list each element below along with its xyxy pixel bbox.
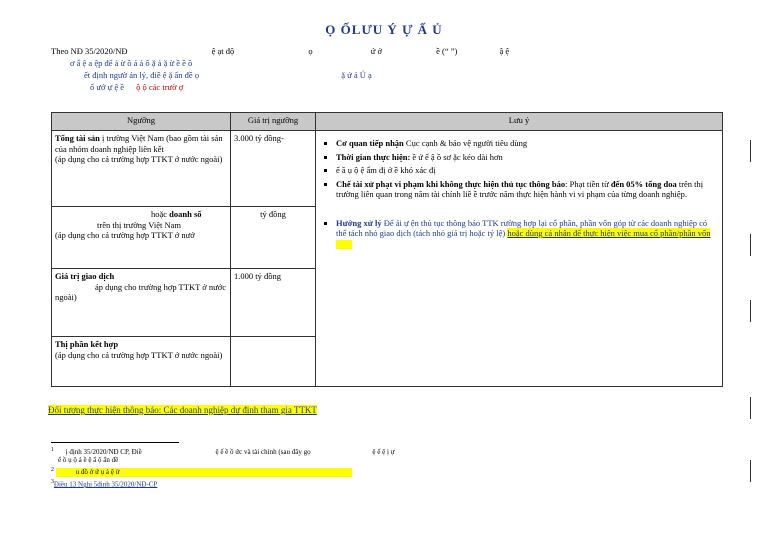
note-text: Để ải ự ện thủ tục thông báo TTK rường hợp lại cổ phần, phần vốn góp từ các doanh nghiệp có thể tách nhỏ giao dịch (tách nhỏ giá trị hoặc tỷ lệ) (336, 217, 708, 238)
note-text: trên thị trường liên quan trong năm tài chính liề ề trước năm thực hiện hành vi vi phạm của từng doanh nghiệp. (336, 178, 704, 199)
footnote-text: ệ ế ệ ị ự (372, 448, 395, 457)
row-label (52, 269, 231, 337)
note-label: Cơ quan tiếp nhận (336, 138, 404, 148)
row-label-text: hoặc (151, 209, 168, 219)
row-value (231, 337, 316, 387)
page-title: Ọ ỐLƯU Ý Ự Ấ Ủ (325, 22, 443, 37)
intro-line-4 (90, 82, 183, 93)
col-header-notes: Lưu ý (316, 113, 723, 131)
row-value: tỷ đồng (231, 207, 316, 269)
table-header-row (52, 113, 723, 131)
margin-line (750, 234, 751, 256)
row-label-text: ị trường Việt Nam (bao gồm tài sản của nhóm doanh nghiệp liên kết (55, 133, 223, 154)
footnote-separator (51, 442, 179, 443)
footnote-text: ệ ế ề ồ ức và tài chính (sau đây gọ (215, 448, 311, 457)
notes-list (322, 138, 716, 200)
footnote-1-line-2: ể ồ ụ ộ ả ề ệ ẩ ộ ẩn đề (58, 456, 119, 464)
row-label (52, 131, 231, 207)
note-label: đến 05% tổng doa (610, 178, 677, 189)
intro-text: ọ (308, 46, 313, 56)
intro-line-1 (51, 46, 509, 57)
notes-list (322, 218, 716, 250)
intro-text: ậ ệ (499, 46, 510, 56)
row-label-text: áp dụng cho trường hợp TTKT ở nước ngoài) (55, 281, 226, 302)
note-text: ề ứ ế ậ ồ sơ ặc kéo dài hơn (412, 151, 503, 162)
list-item (336, 138, 716, 149)
row-label-note: (áp dụng cho cả trường hợp TTKT ở nước ngoài) (55, 349, 223, 360)
list-item (336, 152, 716, 163)
row-label (52, 207, 231, 269)
note-text: ế ầ ụ ộ ệ ẩm đị ở ề khó xác đị (336, 165, 436, 175)
footnote-text: u đồ ở ứ ụ ả ệ ừ (56, 468, 352, 477)
footnote-1: $^1$ ị định 35/2020/NĐ CP, Điề ệ ế ề ồ ức và tài chính (sau đây gọ ệ ế ệ ị ự (51, 447, 395, 457)
row-label (52, 337, 231, 387)
footnote-text: ị định 35/2020/NĐ CP, Điề (65, 448, 142, 457)
note-label: Chế tài xử phạt vi phạm khi không thực hiện thủ tục thông báo (336, 178, 566, 189)
intro-text-red: ộ ộ các trườ ợ (136, 82, 184, 92)
table-row (52, 131, 723, 207)
threshold-table (51, 112, 723, 387)
target-note (48, 405, 317, 415)
intro-text: ố ướ ự ệ ề (90, 82, 125, 92)
row-label-bold: doanh số (169, 209, 202, 219)
row-label-bold: Thị phần kết hợp (55, 339, 119, 349)
row-label-text: trên thị trường Việt Nam (97, 219, 181, 230)
row-label-bold: Tổng tài sản (55, 133, 100, 143)
notes-cell (316, 131, 723, 387)
margin-line (750, 140, 751, 162)
row-label-note: (áp dụng cho cả trường hợp TTKT ở nước ngoài) (55, 154, 223, 164)
intro-text: ề (“ ”) (436, 46, 458, 56)
col-header-value: Giá trị ngưỡng (231, 113, 316, 131)
intro-line-3 (84, 70, 372, 81)
note-highlight: hoặc dùng cá nhân để thực hiện việc mua cổ phần/phần vốn (507, 228, 711, 238)
intro-text: ặ ứ ả Ủ ạ (341, 70, 372, 80)
footnote-link[interactable]: Điều 13 Nghị 5định 35/2020/NĐ-CP (53, 480, 158, 489)
intro-text: ệ ạt độ (211, 46, 235, 56)
list-item (336, 165, 716, 176)
row-value: 1.000 tỷ đồng (231, 269, 316, 337)
note-text: : Phạt tiền từ (565, 178, 609, 189)
row-label-bold: Giá trị giao dịch (55, 271, 115, 281)
target-note-text: Đối tượng thực hiện thông báo: Các doanh nghiệp dự định tham gia TTKT (48, 405, 317, 415)
row-value: 3.000 tỷ đồng- (231, 131, 316, 207)
margin-line (750, 300, 751, 322)
footnote-3: $^3$Điều 13 Nghị 5định 35/2020/NĐ-CP (51, 479, 158, 489)
list-item (336, 179, 716, 200)
list-item (336, 218, 716, 250)
highlight-mark (336, 240, 352, 249)
intro-line-2: ơ ẩ ệ a ệp để ả ừ ồ ả ả ố ặ ả ặ ừ ề ề ồ (70, 58, 193, 68)
intro-text: ứ ở (370, 46, 383, 56)
margin-line (750, 397, 751, 419)
footnote-2: $^2$ u đồ ở ứ ụ ả ệ ừ (51, 466, 352, 477)
note-label: Thời gian thực hiện: (336, 151, 411, 162)
row-label-note: (áp dụng cho cả trường hợp TTKT ở nướ (55, 230, 195, 240)
note-label: Hướng xử lý (336, 217, 382, 228)
margin-line (750, 460, 751, 482)
col-header-threshold: Ngưỡng (52, 113, 231, 131)
intro-text: Theo NĐ 35/2020/NĐ (51, 46, 128, 56)
intro-text: ết định ngườ ản lý, điề ệ ặ ẩn đề ọ (84, 70, 200, 80)
note-text: Cục cạnh & bảo vệ người tiêu dùng (405, 138, 528, 148)
